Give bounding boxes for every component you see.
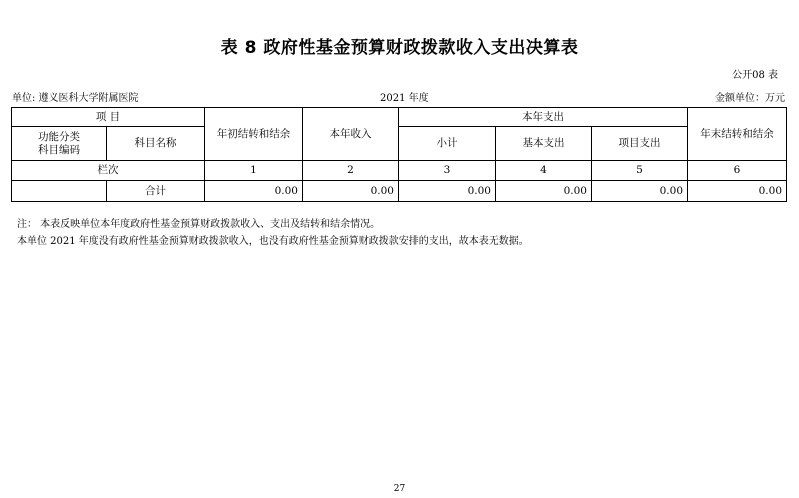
total-row xyxy=(12,181,787,202)
header-subtotal: 小计 xyxy=(399,127,496,161)
total-value: 0.00 xyxy=(496,181,592,202)
column-number: 3 xyxy=(399,161,496,181)
header-subject-code: 科目编码 xyxy=(38,143,80,156)
column-number: 4 xyxy=(496,161,592,181)
header-subject-name: 科目名称 xyxy=(107,127,205,161)
meta-row xyxy=(12,89,785,103)
note-line-2: 本单位 2021 年度没有政府性基金预算财政拨款收入，也没有政府性基金预算财政拨款安排的支出，故本表无数据。 xyxy=(17,236,529,247)
header-function-class: 功能分类 xyxy=(38,130,80,143)
page-title: 表 8 政府性基金预算财政拨款收入支出决算表 xyxy=(220,38,579,58)
column-number: 2 xyxy=(303,161,399,181)
header-basic-expense: 基本支出 xyxy=(496,127,592,161)
note-line-1: 注： 本表反映单位本年度政府性基金预算财政拨款收入、支出及结转和结余情况。 xyxy=(17,219,381,230)
header-row-2 xyxy=(12,127,787,161)
document-code: 公开08 表 xyxy=(732,70,778,81)
column-number: 1 xyxy=(205,161,303,181)
total-value: 0.00 xyxy=(688,181,787,202)
header-end-balance: 年末结转和结余 xyxy=(688,108,787,161)
fiscal-year: 2021 年度 xyxy=(380,93,429,104)
header-project-expense: 项目支出 xyxy=(592,127,688,161)
total-value: 0.00 xyxy=(205,181,303,202)
header-item: 项 目 xyxy=(12,108,205,127)
budget-table xyxy=(11,107,787,202)
header-row-1 xyxy=(12,108,787,127)
unit-name: 单位: 遵义医科大学附属医院 xyxy=(12,93,139,104)
total-value: 0.00 xyxy=(399,181,496,202)
column-number: 6 xyxy=(688,161,787,181)
header-function-class-cell xyxy=(12,127,107,161)
total-value: 0.00 xyxy=(592,181,688,202)
column-number-label: 栏次 xyxy=(12,161,205,181)
total-label: 合计 xyxy=(107,181,205,202)
column-number-row xyxy=(12,161,787,181)
total-value: 0.00 xyxy=(303,181,399,202)
header-expense-group: 本年支出 xyxy=(399,108,688,127)
column-number: 5 xyxy=(592,161,688,181)
page-number: 27 xyxy=(393,484,406,494)
header-income: 本年收入 xyxy=(303,108,399,161)
currency-unit: 金额单位：万元 xyxy=(715,93,785,104)
total-code xyxy=(12,181,107,202)
header-start-balance: 年初结转和结余 xyxy=(205,108,303,161)
